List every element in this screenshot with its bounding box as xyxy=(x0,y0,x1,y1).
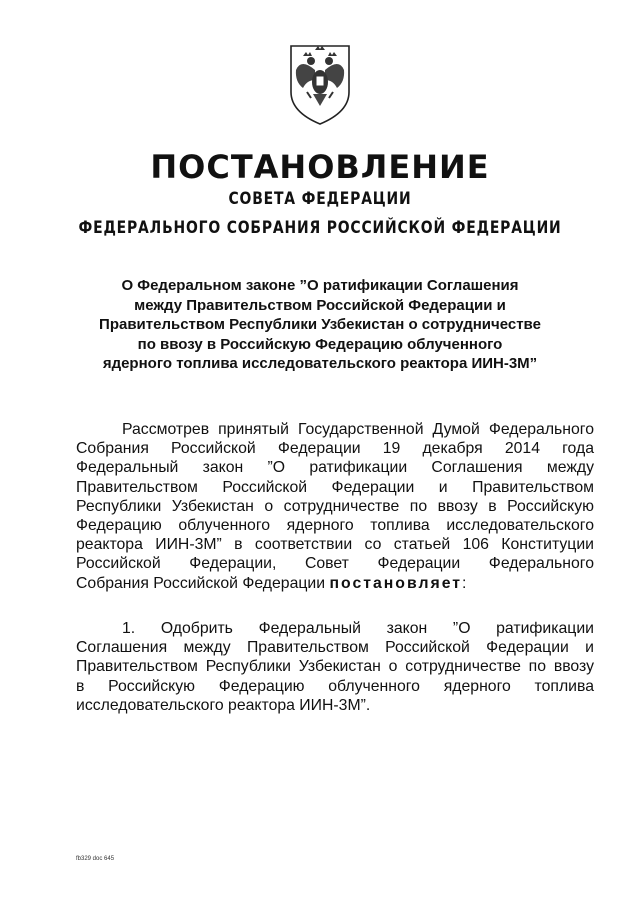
document-subject xyxy=(90,276,550,374)
subject-line: О Федеральном законе ”О ратификации Соглашения xyxy=(121,277,519,294)
document-code: fb329 doc 645 xyxy=(76,856,115,862)
resolution-verb: постановляет xyxy=(329,574,463,592)
paragraph-line-punct: : xyxy=(462,574,467,592)
paragraph-line: в Российскую Федерацию облученного ядерного топлива xyxy=(76,677,594,695)
paragraph-line: Республики Узбекистан о сотрудничестве по ввозу в Российскую xyxy=(76,497,594,515)
document-title: ПОСТАНОВЛЕНИЕ xyxy=(150,148,490,186)
body-paragraph-1 xyxy=(76,420,594,593)
subject-line: по ввозу в Российскую Федерацию облученного xyxy=(137,335,503,353)
paragraph-line: Российской Федерации, Совет Федерации Федерального xyxy=(76,555,594,573)
issuing-body-line2: ФЕДЕРАЛЬНОГО СОБРАНИЯ РОССИЙСКОЙ ФЕДЕРАЦИИ xyxy=(78,218,562,238)
paragraph-line: исследовательского реактора ИИН-3М”. xyxy=(76,696,371,714)
paragraph-line-text: Собрания Российской Федерации xyxy=(76,574,330,592)
paragraph-line: реактора ИИН-3М” в соответствии со статьей 106 Конституции xyxy=(76,536,594,554)
body-paragraph-2 xyxy=(76,619,594,715)
subject-line: Правительством Республики Узбекистан о сотрудничестве xyxy=(99,316,541,333)
subject-line: ядерного топлива исследовательского реактора ИИН-3М” xyxy=(102,355,538,372)
double-headed-eagle-icon xyxy=(285,40,355,128)
subject-line: между Правительством Российской Федерации и xyxy=(134,296,506,314)
paragraph-line: Федеральный закон ”О ратификации Соглашения между xyxy=(76,459,594,477)
paragraph-line: Правительством Российской Федерации и Правительством xyxy=(76,478,594,496)
paragraph-line: Федерацию облученного ядерного топлива исследовательского xyxy=(76,517,594,535)
paragraph-line: Рассмотрев принятый Государственной Думой Федерального xyxy=(122,421,594,438)
paragraph-line: Правительством Республики Узбекистан о сотрудничестве по ввозу xyxy=(76,658,594,676)
paragraph-line: Собрания Российской Федерации 19 декабря 2014 года xyxy=(76,440,594,458)
paragraph-line: 1. Одобрить Федеральный закон ”О ратификации xyxy=(122,620,594,637)
paragraph-line xyxy=(76,574,594,593)
paragraph-line: Соглашения между Правительством Российской Федерации и xyxy=(76,639,594,657)
issuing-body-line1: СОВЕТА ФЕДЕРАЦИИ xyxy=(228,189,412,209)
